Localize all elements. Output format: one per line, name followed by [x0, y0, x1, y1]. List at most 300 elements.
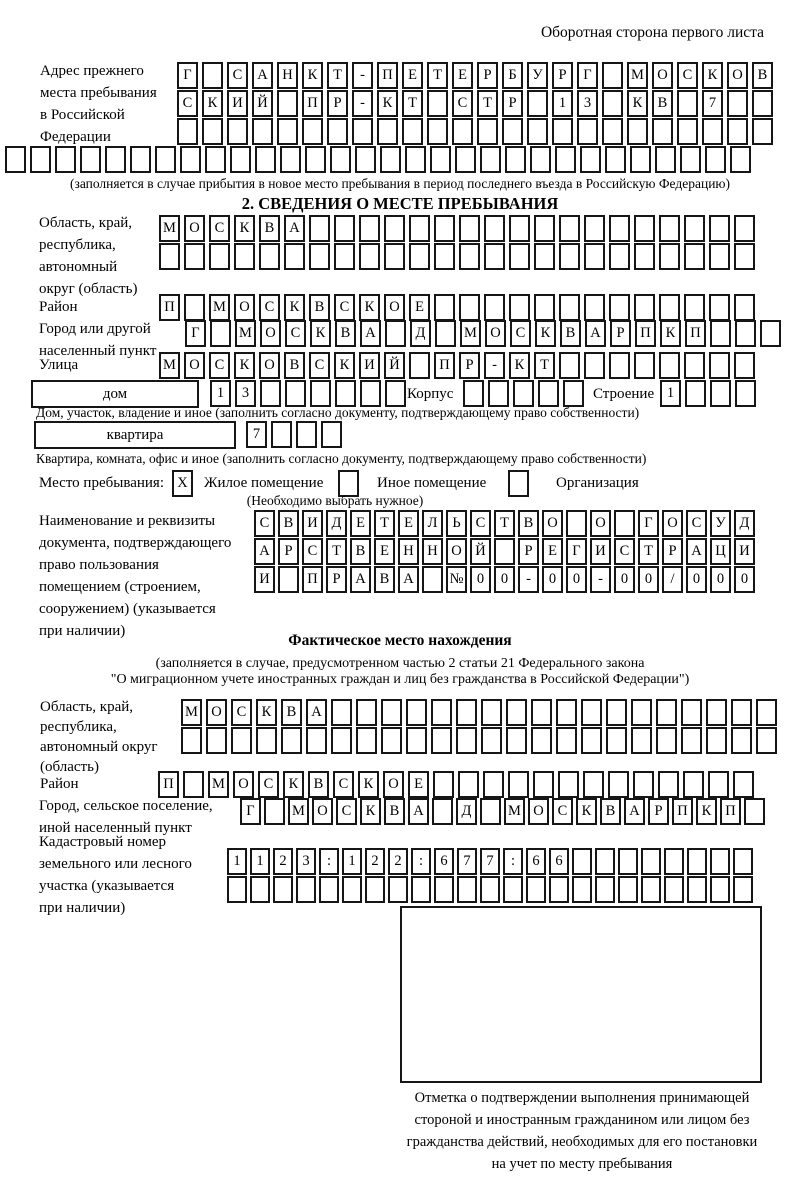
- char-cell[interactable]: [658, 771, 679, 798]
- char-cell[interactable]: О: [383, 771, 404, 798]
- char-cell[interactable]: [250, 876, 270, 903]
- char-cell[interactable]: П: [158, 771, 179, 798]
- char-cell[interactable]: [278, 566, 299, 593]
- char-cell[interactable]: [734, 215, 755, 242]
- char-cell[interactable]: [634, 294, 655, 321]
- char-cell[interactable]: П: [302, 566, 323, 593]
- char-cell[interactable]: К: [256, 699, 277, 726]
- char-cell[interactable]: [484, 215, 505, 242]
- char-cell[interactable]: П: [672, 798, 693, 825]
- char-cell[interactable]: [502, 118, 523, 145]
- char-cell[interactable]: К: [696, 798, 717, 825]
- char-cell[interactable]: М: [235, 320, 256, 347]
- char-cell[interactable]: [709, 294, 730, 321]
- char-cell[interactable]: [584, 215, 605, 242]
- char-cell[interactable]: В: [335, 320, 356, 347]
- char-cell[interactable]: [509, 294, 530, 321]
- char-cell[interactable]: [331, 699, 352, 726]
- cadastre-row-1[interactable]: [227, 848, 753, 875]
- char-cell[interactable]: [655, 146, 676, 173]
- char-cell[interactable]: -: [352, 90, 373, 117]
- char-cell[interactable]: [305, 146, 326, 173]
- char-cell[interactable]: 0: [542, 566, 563, 593]
- char-cell[interactable]: Е: [452, 62, 473, 89]
- char-cell[interactable]: [306, 727, 327, 754]
- char-cell[interactable]: [411, 876, 431, 903]
- char-cell[interactable]: Р: [502, 90, 523, 117]
- char-cell[interactable]: [533, 771, 554, 798]
- char-cell[interactable]: И: [302, 510, 323, 537]
- char-cell[interactable]: С: [231, 699, 252, 726]
- char-cell[interactable]: [334, 215, 355, 242]
- char-cell[interactable]: [488, 380, 509, 407]
- prev-address-row-2[interactable]: [177, 90, 773, 117]
- char-cell[interactable]: [631, 727, 652, 754]
- char-cell[interactable]: Й: [252, 90, 273, 117]
- char-cell[interactable]: [310, 380, 331, 407]
- char-cell[interactable]: [457, 876, 477, 903]
- char-cell[interactable]: Е: [408, 771, 429, 798]
- char-cell[interactable]: Е: [350, 510, 371, 537]
- char-cell[interactable]: [526, 876, 546, 903]
- char-cell[interactable]: [360, 380, 381, 407]
- char-cell[interactable]: И: [254, 566, 275, 593]
- char-cell[interactable]: [608, 771, 629, 798]
- char-cell[interactable]: А: [306, 699, 327, 726]
- char-cell[interactable]: [584, 352, 605, 379]
- char-cell[interactable]: И: [359, 352, 380, 379]
- char-cell[interactable]: [506, 699, 527, 726]
- char-cell[interactable]: [752, 118, 773, 145]
- char-cell[interactable]: [456, 699, 477, 726]
- char-cell[interactable]: В: [518, 510, 539, 537]
- char-cell[interactable]: [656, 727, 677, 754]
- char-cell[interactable]: С: [470, 510, 491, 537]
- char-cell[interactable]: [273, 876, 293, 903]
- char-cell[interactable]: [256, 727, 277, 754]
- document-row-2[interactable]: [254, 538, 755, 565]
- char-cell[interactable]: [531, 727, 552, 754]
- char-cell[interactable]: М: [181, 699, 202, 726]
- char-cell[interactable]: [509, 243, 530, 270]
- char-cell[interactable]: Г: [566, 538, 587, 565]
- char-cell[interactable]: М: [208, 771, 229, 798]
- char-cell[interactable]: У: [710, 510, 731, 537]
- char-cell[interactable]: [319, 876, 339, 903]
- char-cell[interactable]: О: [485, 320, 506, 347]
- char-cell[interactable]: [227, 876, 247, 903]
- char-cell[interactable]: Т: [427, 62, 448, 89]
- char-cell[interactable]: Р: [278, 538, 299, 565]
- char-cell[interactable]: О: [652, 62, 673, 89]
- char-cell[interactable]: [652, 118, 673, 145]
- char-cell[interactable]: [530, 146, 551, 173]
- char-cell[interactable]: [559, 215, 580, 242]
- char-cell[interactable]: [431, 699, 452, 726]
- char-cell[interactable]: [744, 798, 765, 825]
- char-cell[interactable]: 1: [227, 848, 247, 875]
- char-cell[interactable]: 7: [702, 90, 723, 117]
- char-cell[interactable]: [260, 380, 281, 407]
- char-cell[interactable]: С: [552, 798, 573, 825]
- char-cell[interactable]: 7: [457, 848, 477, 875]
- char-cell[interactable]: Е: [409, 294, 430, 321]
- char-cell[interactable]: С: [259, 294, 280, 321]
- char-cell[interactable]: [209, 243, 230, 270]
- char-cell[interactable]: [180, 146, 201, 173]
- char-cell[interactable]: [385, 320, 406, 347]
- char-cell[interactable]: [277, 118, 298, 145]
- s3-region-row-1[interactable]: [181, 699, 777, 726]
- char-cell[interactable]: :: [319, 848, 339, 875]
- char-cell[interactable]: [577, 118, 598, 145]
- char-cell[interactable]: [634, 215, 655, 242]
- char-cell[interactable]: [664, 876, 684, 903]
- char-cell[interactable]: В: [309, 294, 330, 321]
- char-cell[interactable]: А: [360, 320, 381, 347]
- char-cell[interactable]: М: [159, 215, 180, 242]
- char-cell[interactable]: А: [254, 538, 275, 565]
- char-cell[interactable]: [735, 320, 756, 347]
- char-cell[interactable]: М: [288, 798, 309, 825]
- char-cell[interactable]: К: [535, 320, 556, 347]
- char-cell[interactable]: С: [302, 538, 323, 565]
- char-cell[interactable]: [385, 380, 406, 407]
- char-cell[interactable]: [734, 294, 755, 321]
- char-cell[interactable]: О: [446, 538, 467, 565]
- char-cell[interactable]: О: [260, 320, 281, 347]
- char-cell[interactable]: К: [702, 62, 723, 89]
- char-cell[interactable]: [595, 848, 615, 875]
- char-cell[interactable]: [252, 118, 273, 145]
- char-cell[interactable]: [130, 146, 151, 173]
- char-cell[interactable]: [631, 699, 652, 726]
- char-cell[interactable]: П: [720, 798, 741, 825]
- char-cell[interactable]: [752, 90, 773, 117]
- char-cell[interactable]: [330, 146, 351, 173]
- char-cell[interactable]: [230, 146, 251, 173]
- char-cell[interactable]: Г: [240, 798, 261, 825]
- char-cell[interactable]: [760, 320, 781, 347]
- char-cell[interactable]: [159, 243, 180, 270]
- char-cell[interactable]: Т: [402, 90, 423, 117]
- char-cell[interactable]: [202, 62, 223, 89]
- char-cell[interactable]: [609, 294, 630, 321]
- char-cell[interactable]: [321, 421, 342, 448]
- char-cell[interactable]: И: [734, 538, 755, 565]
- char-cell[interactable]: Д: [410, 320, 431, 347]
- char-cell[interactable]: [327, 118, 348, 145]
- char-cell[interactable]: [684, 215, 705, 242]
- char-cell[interactable]: [296, 876, 316, 903]
- char-cell[interactable]: [80, 146, 101, 173]
- char-cell[interactable]: [480, 146, 501, 173]
- char-cell[interactable]: Т: [638, 538, 659, 565]
- char-cell[interactable]: [566, 510, 587, 537]
- char-cell[interactable]: [183, 771, 204, 798]
- char-cell[interactable]: Т: [374, 510, 395, 537]
- char-cell[interactable]: Р: [459, 352, 480, 379]
- char-cell[interactable]: -: [352, 62, 373, 89]
- char-cell[interactable]: [508, 771, 529, 798]
- char-cell[interactable]: [710, 876, 730, 903]
- char-cell[interactable]: [355, 146, 376, 173]
- char-cell[interactable]: [285, 380, 306, 407]
- char-cell[interactable]: [630, 146, 651, 173]
- char-cell[interactable]: Т: [534, 352, 555, 379]
- char-cell[interactable]: О: [528, 798, 549, 825]
- char-cell[interactable]: Е: [402, 62, 423, 89]
- char-cell[interactable]: К: [576, 798, 597, 825]
- char-cell[interactable]: О: [662, 510, 683, 537]
- char-cell[interactable]: 3: [296, 848, 316, 875]
- char-cell[interactable]: [606, 699, 627, 726]
- char-cell[interactable]: 2: [365, 848, 385, 875]
- char-cell[interactable]: 1: [210, 380, 231, 407]
- char-cell[interactable]: [727, 118, 748, 145]
- char-cell[interactable]: В: [259, 215, 280, 242]
- char-cell[interactable]: [706, 699, 727, 726]
- char-cell[interactable]: В: [278, 510, 299, 537]
- char-cell[interactable]: [427, 118, 448, 145]
- char-cell[interactable]: [534, 243, 555, 270]
- char-cell[interactable]: [231, 727, 252, 754]
- char-cell[interactable]: О: [384, 294, 405, 321]
- char-cell[interactable]: 3: [235, 380, 256, 407]
- char-cell[interactable]: [356, 727, 377, 754]
- char-cell[interactable]: [409, 215, 430, 242]
- char-cell[interactable]: В: [652, 90, 673, 117]
- char-cell[interactable]: Д: [326, 510, 347, 537]
- char-cell[interactable]: [388, 876, 408, 903]
- char-cell[interactable]: К: [234, 215, 255, 242]
- char-cell[interactable]: [177, 118, 198, 145]
- char-cell[interactable]: Е: [398, 510, 419, 537]
- char-cell[interactable]: О: [206, 699, 227, 726]
- char-cell[interactable]: [309, 243, 330, 270]
- char-cell[interactable]: [734, 243, 755, 270]
- char-cell[interactable]: [681, 727, 702, 754]
- char-cell[interactable]: Т: [327, 62, 348, 89]
- char-cell[interactable]: [402, 118, 423, 145]
- char-cell[interactable]: [409, 243, 430, 270]
- char-cell[interactable]: 2: [388, 848, 408, 875]
- char-cell[interactable]: А: [350, 566, 371, 593]
- char-cell[interactable]: [606, 727, 627, 754]
- char-cell[interactable]: [227, 118, 248, 145]
- char-cell[interactable]: [335, 380, 356, 407]
- char-cell[interactable]: [452, 118, 473, 145]
- char-cell[interactable]: [202, 118, 223, 145]
- char-cell[interactable]: В: [560, 320, 581, 347]
- char-cell[interactable]: Н: [422, 538, 443, 565]
- char-cell[interactable]: 2: [273, 848, 293, 875]
- s2-region-row-2[interactable]: [159, 243, 755, 270]
- char-cell[interactable]: С: [510, 320, 531, 347]
- document-row-1[interactable]: [254, 510, 755, 537]
- char-cell[interactable]: Д: [456, 798, 477, 825]
- char-cell[interactable]: Н: [277, 62, 298, 89]
- char-cell[interactable]: У: [527, 62, 548, 89]
- char-cell[interactable]: Р: [552, 62, 573, 89]
- char-cell[interactable]: [681, 699, 702, 726]
- char-cell[interactable]: [609, 215, 630, 242]
- char-cell[interactable]: [484, 243, 505, 270]
- char-cell[interactable]: [384, 243, 405, 270]
- char-cell[interactable]: Й: [384, 352, 405, 379]
- char-cell[interactable]: [531, 699, 552, 726]
- char-cell[interactable]: [733, 876, 753, 903]
- char-cell[interactable]: К: [302, 62, 323, 89]
- char-cell[interactable]: О: [312, 798, 333, 825]
- char-cell[interactable]: [483, 771, 504, 798]
- char-cell[interactable]: [181, 727, 202, 754]
- char-cell[interactable]: [602, 62, 623, 89]
- char-cell[interactable]: [559, 352, 580, 379]
- char-cell[interactable]: [55, 146, 76, 173]
- char-cell[interactable]: [709, 352, 730, 379]
- char-cell[interactable]: С: [209, 215, 230, 242]
- cadastre-row-2[interactable]: [227, 876, 753, 903]
- char-cell[interactable]: С: [677, 62, 698, 89]
- char-cell[interactable]: С: [334, 294, 355, 321]
- char-cell[interactable]: В: [600, 798, 621, 825]
- char-cell[interactable]: /: [662, 566, 683, 593]
- char-cell[interactable]: [618, 876, 638, 903]
- char-cell[interactable]: [331, 727, 352, 754]
- char-cell[interactable]: С: [209, 352, 230, 379]
- char-cell[interactable]: В: [281, 699, 302, 726]
- char-cell[interactable]: Е: [374, 538, 395, 565]
- char-cell[interactable]: [427, 90, 448, 117]
- char-cell[interactable]: [656, 699, 677, 726]
- char-cell[interactable]: 6: [434, 848, 454, 875]
- char-cell[interactable]: Л: [422, 510, 443, 537]
- char-cell[interactable]: [709, 243, 730, 270]
- char-cell[interactable]: П: [377, 62, 398, 89]
- char-cell[interactable]: Р: [477, 62, 498, 89]
- char-cell[interactable]: Т: [477, 90, 498, 117]
- char-cell[interactable]: [581, 727, 602, 754]
- char-cell[interactable]: [509, 215, 530, 242]
- char-cell[interactable]: [206, 727, 227, 754]
- char-cell[interactable]: Г: [177, 62, 198, 89]
- char-cell[interactable]: [684, 294, 705, 321]
- house-number-cells[interactable]: [210, 380, 406, 407]
- char-cell[interactable]: [556, 699, 577, 726]
- char-cell[interactable]: [342, 876, 362, 903]
- char-cell[interactable]: М: [209, 294, 230, 321]
- char-cell[interactable]: [549, 876, 569, 903]
- char-cell[interactable]: [381, 699, 402, 726]
- char-cell[interactable]: [605, 146, 626, 173]
- char-cell[interactable]: [481, 699, 502, 726]
- char-cell[interactable]: [384, 215, 405, 242]
- char-cell[interactable]: С: [452, 90, 473, 117]
- char-cell[interactable]: [302, 118, 323, 145]
- char-cell[interactable]: [365, 876, 385, 903]
- char-cell[interactable]: :: [503, 848, 523, 875]
- char-cell[interactable]: 1: [552, 90, 573, 117]
- char-cell[interactable]: О: [259, 352, 280, 379]
- char-cell[interactable]: [527, 90, 548, 117]
- char-cell[interactable]: [277, 90, 298, 117]
- char-cell[interactable]: И: [227, 90, 248, 117]
- char-cell[interactable]: [627, 118, 648, 145]
- char-cell[interactable]: В: [308, 771, 329, 798]
- char-cell[interactable]: К: [660, 320, 681, 347]
- char-cell[interactable]: [702, 118, 723, 145]
- char-cell[interactable]: К: [509, 352, 530, 379]
- char-cell[interactable]: №: [446, 566, 467, 593]
- char-cell[interactable]: [459, 215, 480, 242]
- char-cell[interactable]: [727, 90, 748, 117]
- char-cell[interactable]: [584, 243, 605, 270]
- char-cell[interactable]: Д: [734, 510, 755, 537]
- char-cell[interactable]: [572, 848, 592, 875]
- char-cell[interactable]: О: [542, 510, 563, 537]
- char-cell[interactable]: А: [252, 62, 273, 89]
- char-cell[interactable]: О: [590, 510, 611, 537]
- char-cell[interactable]: 0: [710, 566, 731, 593]
- char-cell[interactable]: [459, 294, 480, 321]
- char-cell[interactable]: [506, 727, 527, 754]
- char-cell[interactable]: [477, 118, 498, 145]
- char-cell[interactable]: [184, 243, 205, 270]
- char-cell[interactable]: [710, 848, 730, 875]
- char-cell[interactable]: 0: [686, 566, 707, 593]
- char-cell[interactable]: 7: [246, 421, 267, 448]
- char-cell[interactable]: 6: [526, 848, 546, 875]
- char-cell[interactable]: [618, 848, 638, 875]
- char-cell[interactable]: [494, 538, 515, 565]
- char-cell[interactable]: К: [627, 90, 648, 117]
- char-cell[interactable]: М: [627, 62, 648, 89]
- char-cell[interactable]: [434, 876, 454, 903]
- char-cell[interactable]: [730, 146, 751, 173]
- char-cell[interactable]: [481, 727, 502, 754]
- char-cell[interactable]: [381, 727, 402, 754]
- char-cell[interactable]: [559, 294, 580, 321]
- char-cell[interactable]: [505, 146, 526, 173]
- char-cell[interactable]: [705, 146, 726, 173]
- char-cell[interactable]: [405, 146, 426, 173]
- char-cell[interactable]: [359, 243, 380, 270]
- char-cell[interactable]: [733, 771, 754, 798]
- char-cell[interactable]: 0: [566, 566, 587, 593]
- char-cell[interactable]: 6: [549, 848, 569, 875]
- char-cell[interactable]: О: [233, 771, 254, 798]
- char-cell[interactable]: К: [377, 90, 398, 117]
- char-cell[interactable]: В: [384, 798, 405, 825]
- char-cell[interactable]: [706, 727, 727, 754]
- char-cell[interactable]: [534, 215, 555, 242]
- char-cell[interactable]: [677, 118, 698, 145]
- char-cell[interactable]: [580, 146, 601, 173]
- char-cell[interactable]: Р: [610, 320, 631, 347]
- char-cell[interactable]: [406, 727, 427, 754]
- char-cell[interactable]: [572, 876, 592, 903]
- char-cell[interactable]: [280, 146, 301, 173]
- char-cell[interactable]: 0: [614, 566, 635, 593]
- char-cell[interactable]: А: [624, 798, 645, 825]
- char-cell[interactable]: Й: [470, 538, 491, 565]
- char-cell[interactable]: 0: [470, 566, 491, 593]
- char-cell[interactable]: С: [309, 352, 330, 379]
- char-cell[interactable]: К: [334, 352, 355, 379]
- char-cell[interactable]: [352, 118, 373, 145]
- s2-region-row-1[interactable]: [159, 215, 755, 242]
